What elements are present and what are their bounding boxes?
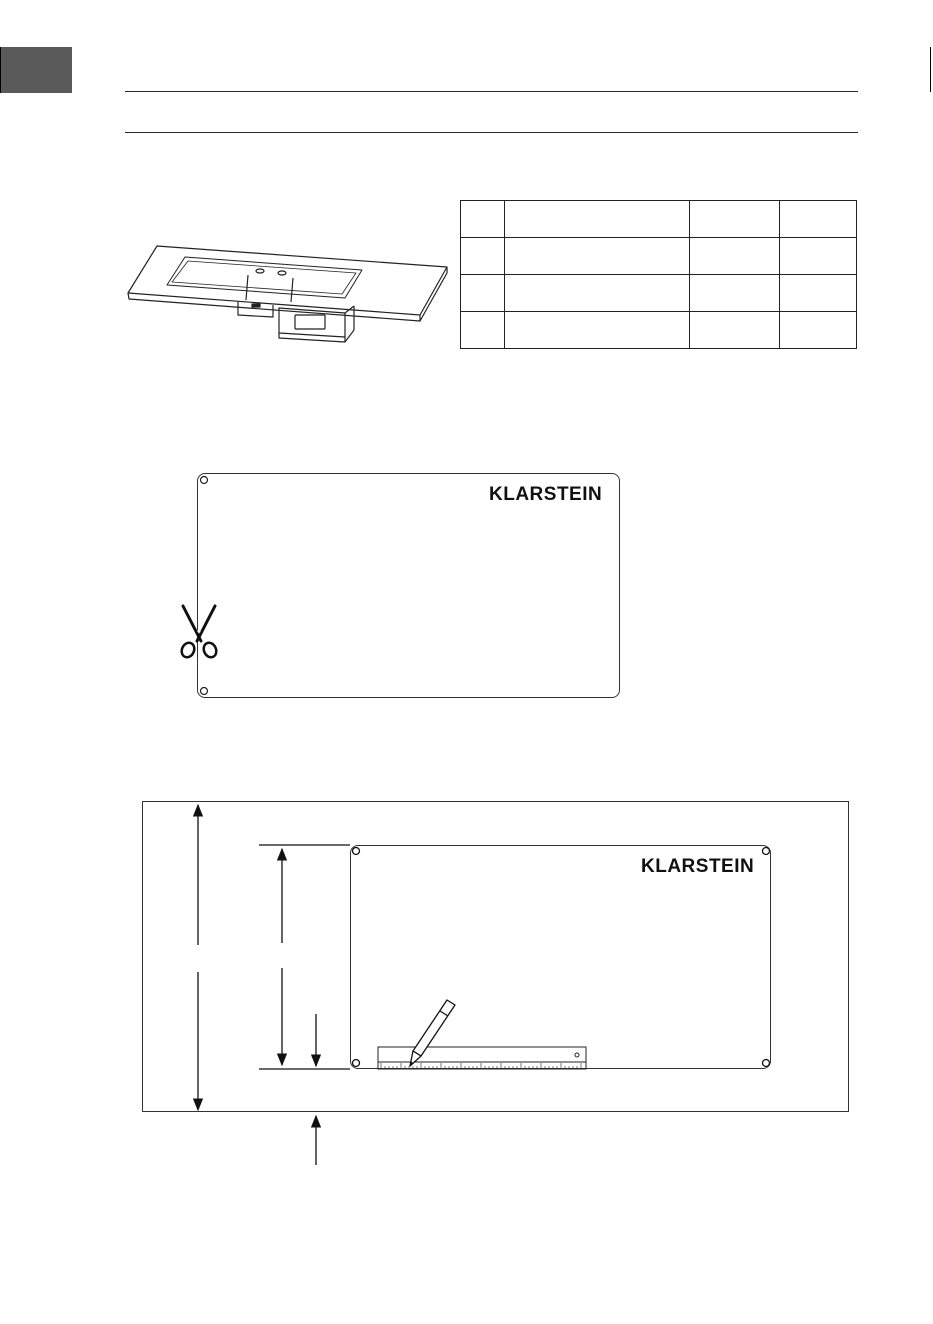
marking-brand-logo: KLARSTEIN xyxy=(641,856,755,877)
template-brand-logo: KLARSTEIN xyxy=(489,484,603,505)
